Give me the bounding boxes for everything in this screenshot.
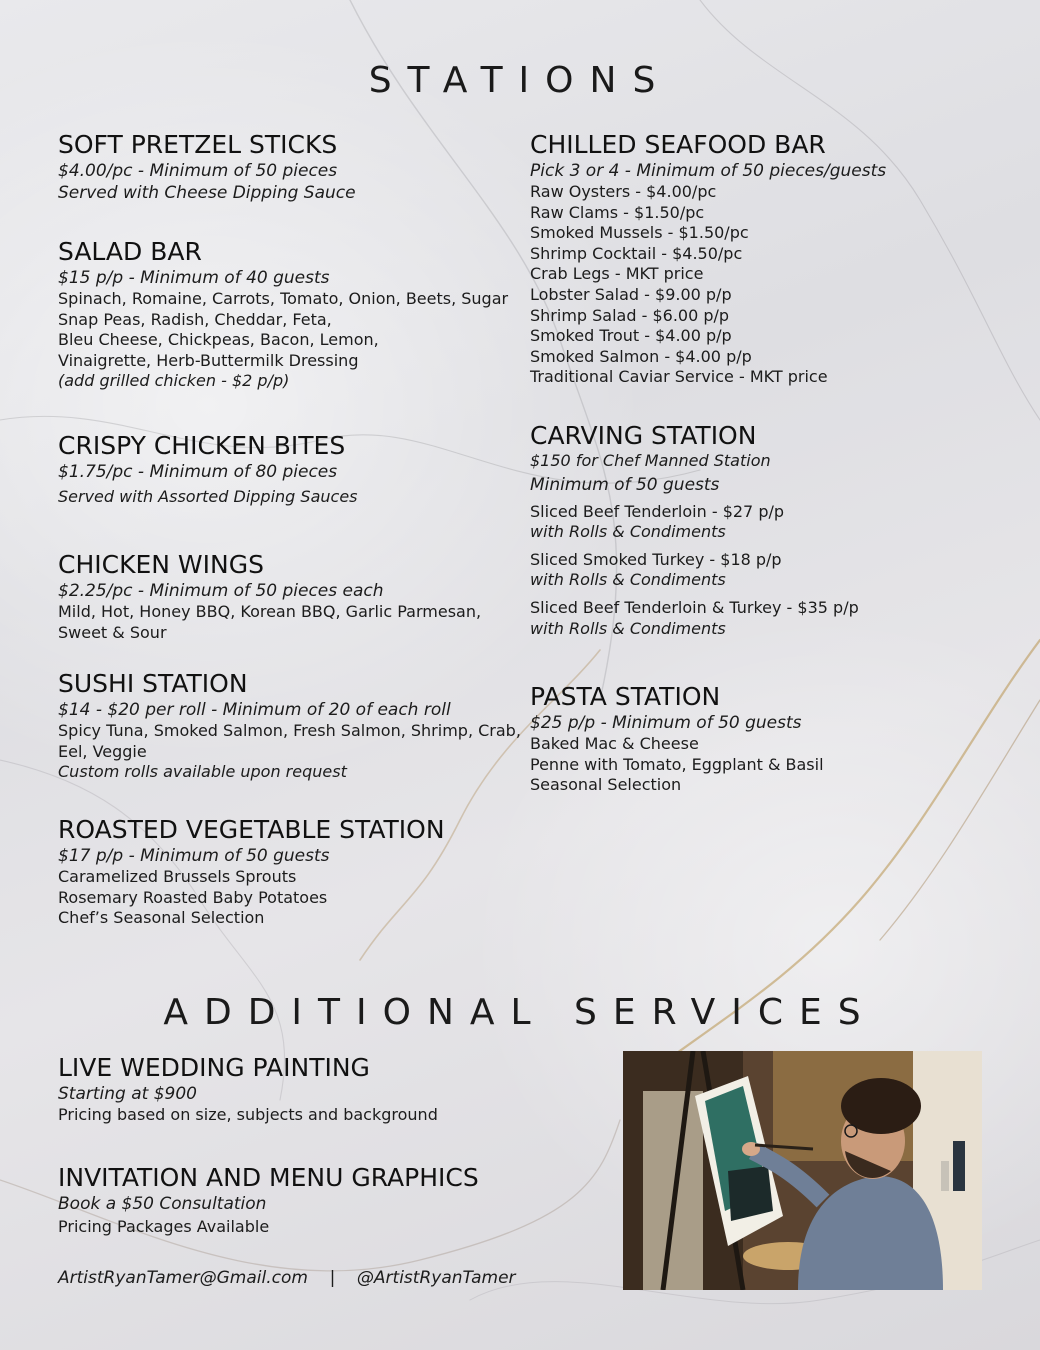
- carving-item: [530, 598, 859, 639]
- section-title: SOFT PRETZEL STICKS: [58, 130, 338, 159]
- section-note: Served with Cheese Dipping Sauce: [58, 183, 356, 203]
- section-title: ROASTED VEGETABLE STATION: [58, 815, 445, 844]
- section-pasta-station: [530, 682, 824, 796]
- section-roasted-vegetable-station: [58, 815, 445, 929]
- section-title: SUSHI STATION: [58, 669, 248, 698]
- section-carving-station: [530, 421, 859, 639]
- section-note: Custom rolls available upon request: [58, 762, 347, 782]
- section-line: Seasonal Selection: [530, 775, 682, 795]
- section-line: Spicy Tuna, Smoked Salmon, Fresh Salmon, Shrimp, Crab,: [58, 721, 521, 740]
- section-line: Caramelized Brussels Sprouts: [58, 867, 297, 886]
- carving-item-note: with Rolls & Condiments: [530, 618, 726, 638]
- section-price: $15 p/p - Minimum of 40 guests: [58, 268, 330, 288]
- section-price: Book a $50 Consultation: [58, 1194, 267, 1214]
- section-line: Bleu Cheese, Chickpeas, Bacon, Lemon,: [58, 330, 379, 350]
- section-line: Raw Clams - $1.50/pc: [530, 202, 705, 222]
- section-invitation-menu-graphics: [58, 1163, 479, 1238]
- section-title: PASTA STATION: [530, 682, 721, 711]
- section-title: CHICKEN WINGS: [58, 550, 264, 579]
- section-price: $14 - $20 per roll - Minimum of 20 of each roll: [58, 700, 451, 720]
- section-line: Spinach, Romaine, Carrots, Tomato, Onion, Beets, Sugar: [58, 289, 509, 308]
- section-price: $150 for Chef Manned Station: [530, 451, 771, 470]
- section-line: Smoked Salmon - $4.00 p/p: [530, 346, 752, 366]
- section-price: $17 p/p - Minimum of 50 guests: [58, 846, 330, 866]
- section-live-wedding-painting: [58, 1053, 438, 1126]
- section-title: CARVING STATION: [530, 421, 757, 450]
- section-soft-pretzel-sticks: [58, 130, 356, 204]
- section-line: Rosemary Roasted Baby Potatoes: [58, 887, 328, 907]
- section-line: Smoked Trout - $4.00 p/p: [530, 326, 732, 346]
- section-sushi-station: [58, 669, 521, 783]
- section-line: Mild, Hot, Honey BBQ, Korean BBQ, Garlic Parmesan,: [58, 602, 482, 621]
- section-price-minimum: Minimum of 50 guests: [530, 474, 720, 495]
- section-note: Served with Assorted Dipping Sauces: [58, 487, 358, 506]
- section-note: Pricing Packages Available: [58, 1217, 270, 1236]
- contact-separator: |: [329, 1268, 336, 1288]
- section-price: $1.75/pc - Minimum of 80 pieces: [58, 462, 338, 482]
- section-title: LIVE WEDDING PAINTING: [58, 1053, 370, 1082]
- carving-item-note: with Rolls & Condiments: [530, 570, 726, 590]
- contact-footer: [58, 1268, 516, 1288]
- section-line: Lobster Salad - $9.00 p/p: [530, 284, 732, 304]
- section-chilled-seafood-bar: [530, 130, 886, 388]
- section-line: Vinaigrette, Herb-Buttermilk Dressing: [58, 350, 359, 370]
- section-line: Smoked Mussels - $1.50/pc: [530, 223, 749, 243]
- carving-item-name: Sliced Beef Tenderloin - $27 p/p: [530, 501, 785, 521]
- section-line: Shrimp Salad - $6.00 p/p: [530, 305, 730, 325]
- section-note: Pricing based on size, subjects and background: [58, 1105, 438, 1124]
- carving-item: [530, 502, 859, 543]
- section-title: INVITATION AND MENU GRAPHICS: [58, 1163, 479, 1192]
- carving-item: [530, 550, 859, 591]
- section-line: Eel, Veggie: [58, 741, 147, 761]
- section-line: Chef’s Seasonal Selection: [58, 908, 265, 928]
- additional-services-heading: ADDITIONAL SERVICES: [163, 992, 877, 1033]
- carving-item-name: Sliced Beef Tenderloin & Turkey - $35 p/p: [530, 597, 859, 617]
- section-title: CHILLED SEAFOOD BAR: [530, 130, 826, 159]
- carving-item-name: Sliced Smoked Turkey - $18 p/p: [530, 549, 782, 569]
- section-price: $4.00/pc - Minimum of 50 pieces: [58, 161, 338, 181]
- section-line: Baked Mac & Cheese: [530, 734, 699, 753]
- section-line: Traditional Caviar Service - MKT price: [530, 367, 828, 387]
- section-line: Snap Peas, Radish, Cheddar, Feta,: [58, 309, 332, 329]
- contact-social-handle[interactable]: @ArtistRyanTamer: [356, 1268, 516, 1288]
- section-title: CRISPY CHICKEN BITES: [58, 431, 346, 460]
- section-chicken-wings: [58, 550, 481, 643]
- carving-item-note: with Rolls & Condiments: [530, 522, 726, 542]
- section-price: $2.25/pc - Minimum of 50 pieces each: [58, 581, 384, 601]
- section-salad-bar: [58, 237, 508, 392]
- section-line: Raw Oysters - $4.00/pc: [530, 182, 717, 201]
- section-line: Penne with Tomato, Eggplant & Basil: [530, 754, 824, 774]
- section-line: Shrimp Cocktail - $4.50/pc: [530, 243, 743, 263]
- section-price: Pick 3 or 4 - Minimum of 50 pieces/guests: [530, 161, 887, 181]
- artist-painting-photo: [623, 1051, 982, 1290]
- contact-email[interactable]: ArtistRyanTamer@Gmail.com: [58, 1268, 308, 1288]
- section-line: Crab Legs - MKT price: [530, 264, 704, 284]
- section-line: Sweet & Sour: [58, 622, 167, 642]
- section-price: $25 p/p - Minimum of 50 guests: [530, 713, 802, 733]
- section-title: SALAD BAR: [58, 237, 202, 266]
- section-price: Starting at $900: [58, 1084, 197, 1104]
- section-crispy-chicken-bites: [58, 431, 358, 508]
- section-note: (add grilled chicken - $2 p/p): [58, 371, 290, 391]
- stations-heading: STATIONS: [368, 60, 672, 101]
- painter-illustration: [623, 1051, 982, 1290]
